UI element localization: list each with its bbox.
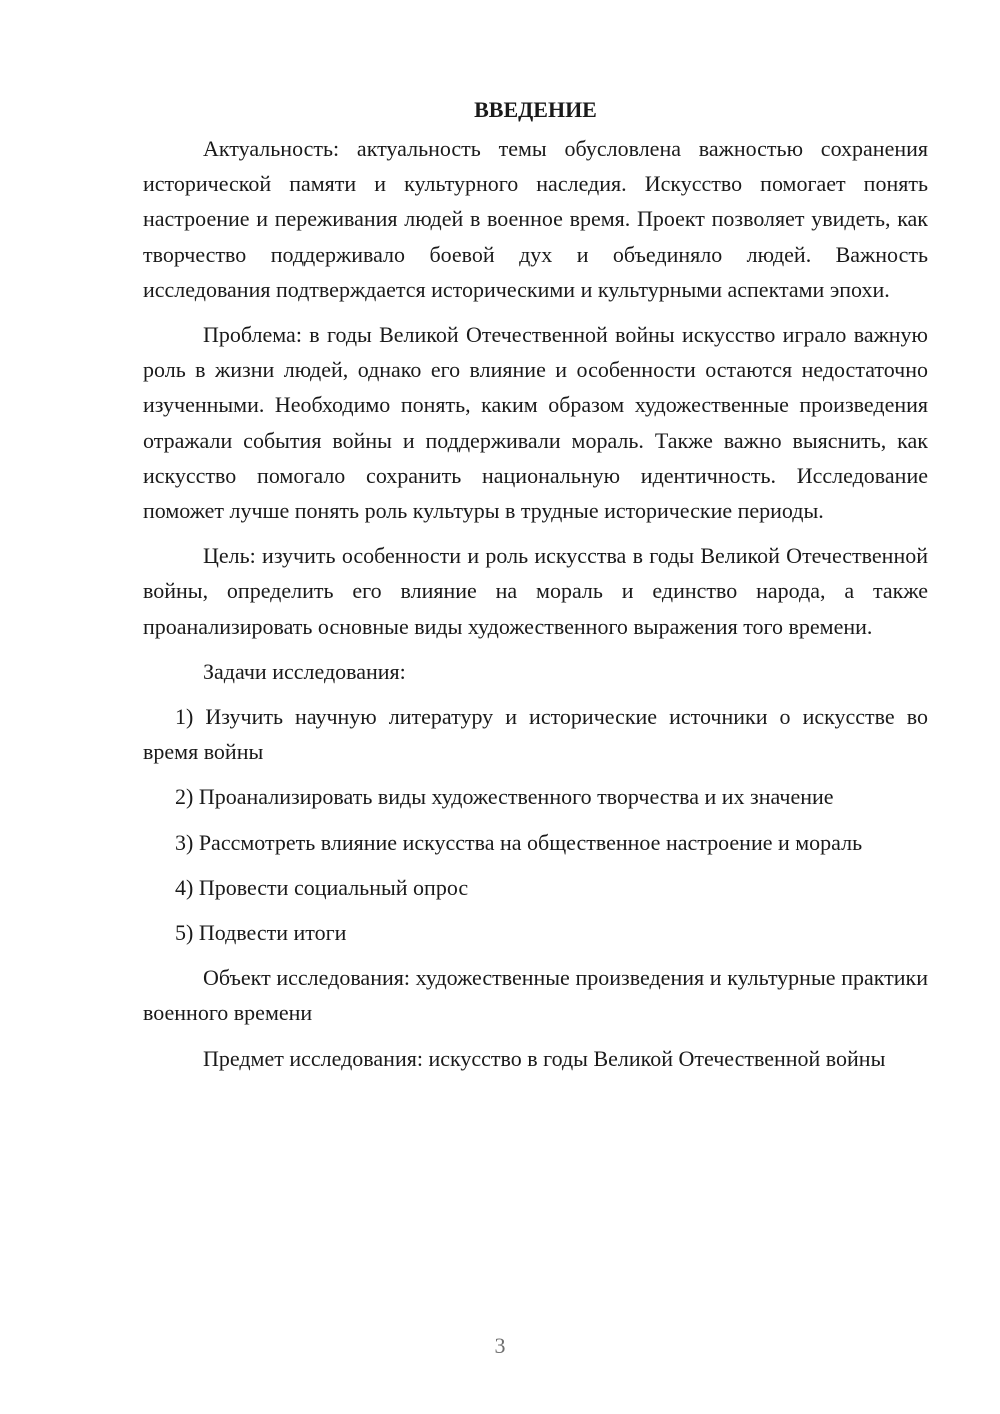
task-item: 2) Проанализировать виды художественного творчества и их значение (175, 784, 834, 810)
relevance-paragraph: Актуальность: актуальность темы обусловлена важностью сохранения исторической памяти и культурного наследия. Искусство помогает понять настроение и переживания людей в военное время. Проект позволяет увидеть, как творчество поддерживало боевой дух и объединяло людей. Важность исследования подтверждается историческими и культурными аспектами эпохи. (143, 136, 928, 302)
page-number: 3 (494, 1333, 506, 1358)
task-item: 3) Рассмотреть влияние искусства на общественное настроение и мораль (175, 829, 863, 855)
subject-paragraph: Предмет исследования: искусство в годы Великой Отечественной войны (203, 1045, 886, 1071)
tasks-heading: Задачи исследования: (203, 658, 406, 684)
document-page (143, 92, 928, 1086)
object-paragraph: Объект исследования: художественные произведения и культурные практики военного времени (143, 965, 928, 1026)
page-title: ВВЕДЕНИЕ (474, 97, 597, 122)
task-item: 4) Провести социальный опрос (175, 874, 469, 900)
goal-paragraph: Цель: изучить особенности и роль искусства в годы Великой Отечественной войны, определить его влияние на мораль и единство народа, а также проанализировать основные виды художественного выражения того времени. (143, 543, 928, 639)
task-item: 5) Подвести итоги (175, 920, 347, 946)
task-item: 1) Изучить научную литературу и исторические источники о искусстве во время войны (143, 704, 928, 765)
problem-paragraph: Проблема: в годы Великой Отечественной войны искусство играло важную роль в жизни людей, однако его влияние и особенности остаются недостаточно изученными. Необходимо понять, каким образом художественные произведения отражали события войны и поддерживали мораль. Также важно выяснить, как искусство помогало сохранить национальную идентичность. Исследование поможет лучше понять роль культуры в трудные исторические периоды. (143, 322, 928, 524)
